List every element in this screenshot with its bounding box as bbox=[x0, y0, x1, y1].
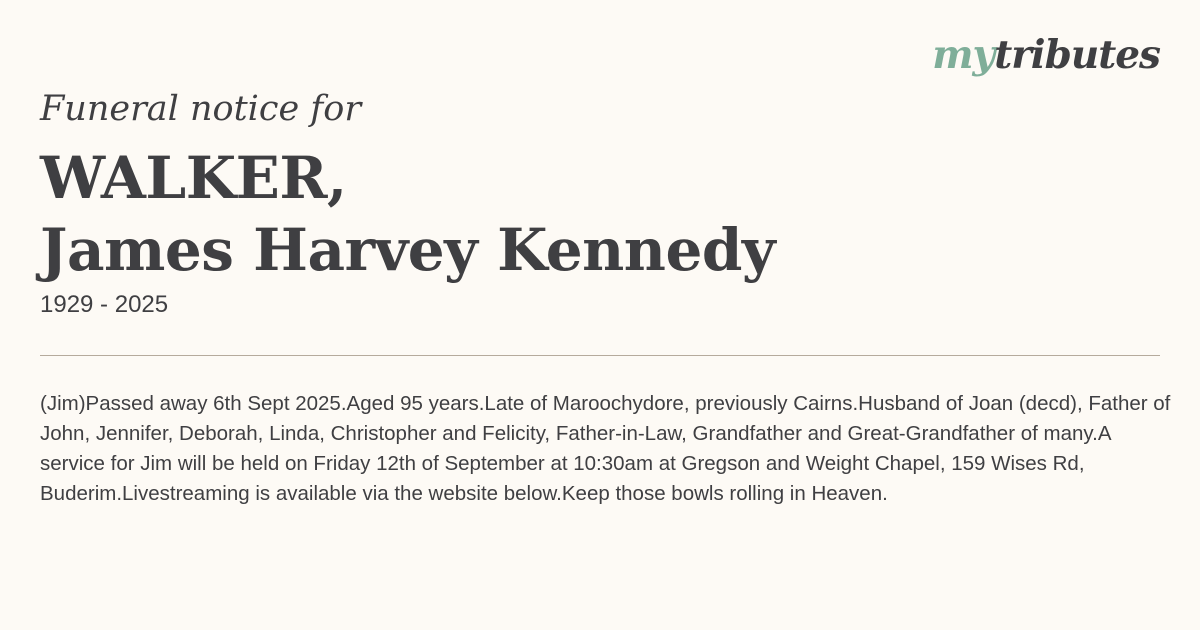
deceased-name bbox=[40, 142, 775, 286]
mytributes-logo bbox=[932, 32, 1160, 78]
notice-label: Funeral notice for bbox=[40, 89, 362, 129]
life-years: 1929 - 2025 bbox=[40, 291, 169, 318]
deceased-given-names: James Harvey Kennedy bbox=[40, 216, 776, 284]
divider bbox=[40, 355, 1160, 356]
logo-tributes: tributes bbox=[994, 32, 1160, 78]
deceased-surname: WALKER, bbox=[40, 144, 347, 212]
notice-body: (Jim)Passed away 6th Sept 2025.Aged 95 years.Late of Maroochydore, previously Cairns.Husband of Joan (decd), Father of John, Jennifer, Deborah, Linda, Christopher and Felicity, Father-in-Law, Grandfather and Great-Grandfather of many.A service for Jim will be held on Friday 12th of September at 10:30am at Gregson and Weight Chapel, 159 Wises Rd, Buderim.Livestreaming is available via the website below.Keep those bowls rolling in Heaven. bbox=[40, 392, 1171, 505]
logo-my: my bbox=[932, 32, 995, 78]
